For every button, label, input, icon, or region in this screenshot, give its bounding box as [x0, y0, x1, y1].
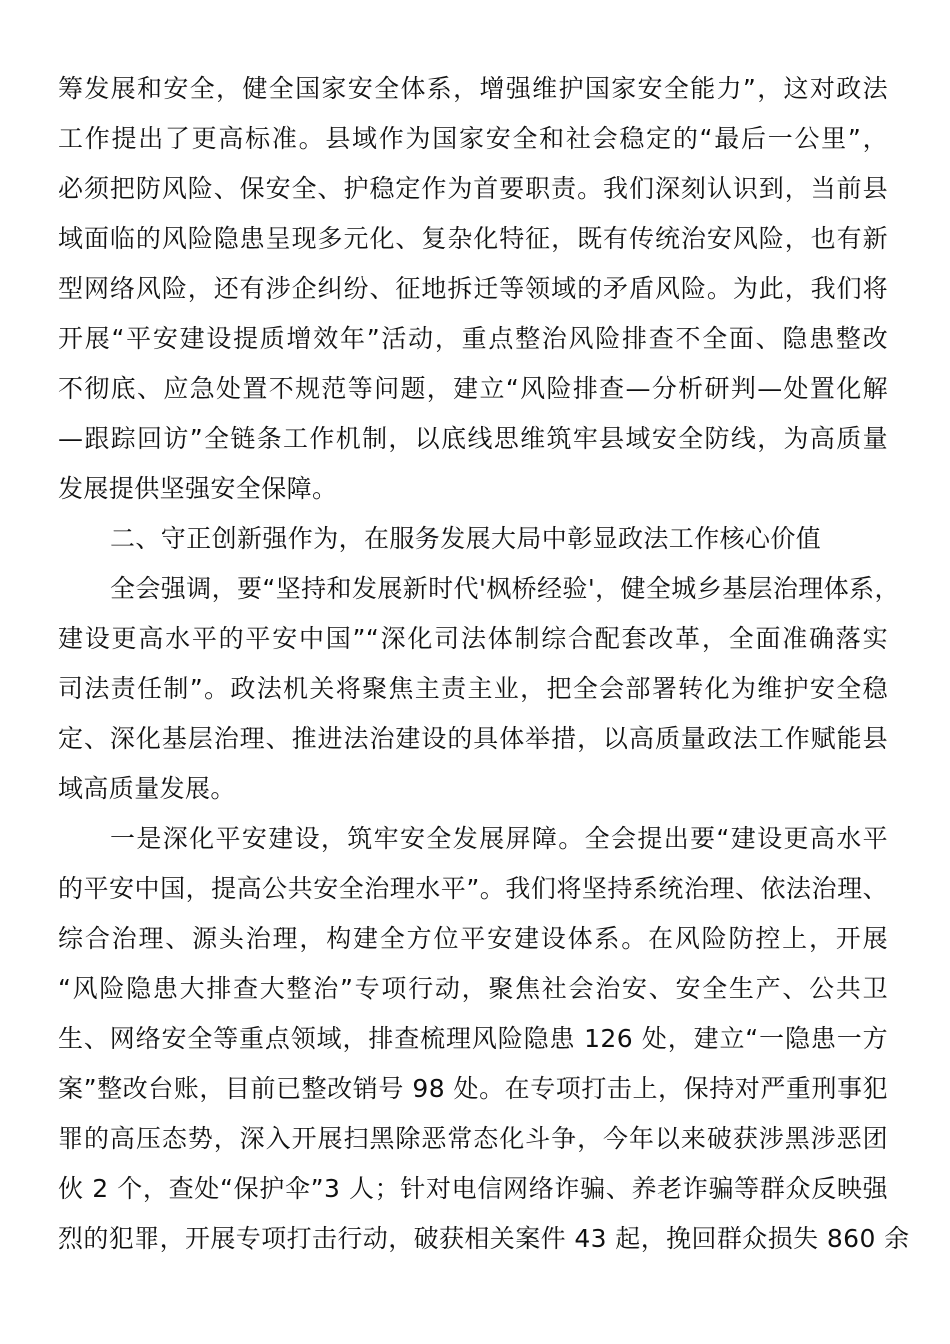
text-line: 案”整改台账，目前已整改销号 98 处。在专项打击上，保持对严重刑事犯: [58, 1074, 888, 1103]
text-line: 工作提出了更高标准。县域作为国家安全和社会稳定的“最后一公里”，: [58, 124, 888, 153]
text-line: 烈的犯罪，开展专项打击行动，破获相关案件 43 起，挽回群众损失 860 余: [58, 1224, 910, 1253]
text-line: 域面临的风险隐患呈现多元化、复杂化特征，既有传统治安风险，也有新: [58, 224, 888, 253]
text-line: 筹发展和安全，健全国家安全体系，增强维护国家安全能力”，这对政法: [58, 74, 888, 103]
text-line: 全会强调，要“坚持和发展新时代'枫桥经验'，健全城乡基层治理体系，: [110, 574, 900, 603]
text-line: —跟踪回访”全链条工作机制，以底线思维筑牢县域安全防线，为高质量: [58, 424, 888, 453]
paragraph: [58, 820, 910, 1270]
text-line: 开展“平安建设提质增效年”活动，重点整治风险排查不全面、隐患整改: [58, 324, 888, 353]
text-line: 罪的高压态势，深入开展扫黑除恶常态化斗争，今年以来破获涉黑涉恶团: [58, 1124, 888, 1153]
text-line: 必须把防风险、保安全、护稳定作为首要职责。我们深刻认识到，当前县: [58, 174, 888, 203]
text-line: 发展提供坚强安全保障。: [58, 474, 338, 503]
text-line: 域高质量发展。: [58, 774, 236, 803]
section-heading: [58, 520, 888, 570]
document-page: [58, 70, 910, 1270]
text-line: “风险隐患大排查大整治”专项行动，聚焦社会治安、安全生产、公共卫: [58, 974, 888, 1003]
text-line: 建设更高水平的平安中国”“深化司法体制综合配套改革，全面准确落实: [58, 624, 888, 653]
text-line: 综合治理、源头治理，构建全方位平安建设体系。在风险防控上，开展: [58, 924, 888, 953]
text-line: 型网络风险，还有涉企纠纷、征地拆迁等领域的矛盾风险。为此，我们将: [58, 274, 888, 303]
text-line: 生、网络安全等重点领域，排查梳理风险隐患 126 处，建立“一隐患一方: [58, 1024, 888, 1053]
section-heading-text: 二、守正创新强作为，在服务发展大局中彰显政法工作核心价值: [110, 524, 822, 553]
text-line: 定、深化基层治理、推进法治建设的具体举措，以高质量政法工作赋能县: [58, 724, 888, 753]
text-line: 伙 2 个，查处“保护伞”3 人；针对电信网络诈骗、养老诈骗等群众反映强: [58, 1174, 888, 1203]
text-line: 一是深化平安建设，筑牢安全发展屏障。全会提出要“建设更高水平: [110, 824, 888, 853]
text-line: 不彻底、应急处置不规范等问题，建立“风险排查—分析研判—处置化解: [58, 374, 888, 403]
paragraph: [58, 570, 900, 820]
text-line: 的平安中国，提高公共安全治理水平”。我们将坚持系统治理、依法治理、: [58, 874, 888, 903]
text-line: 司法责任制”。政法机关将聚焦主责主业，把全会部署转化为维护安全稳: [58, 674, 888, 703]
paragraph-continued: [58, 70, 888, 520]
